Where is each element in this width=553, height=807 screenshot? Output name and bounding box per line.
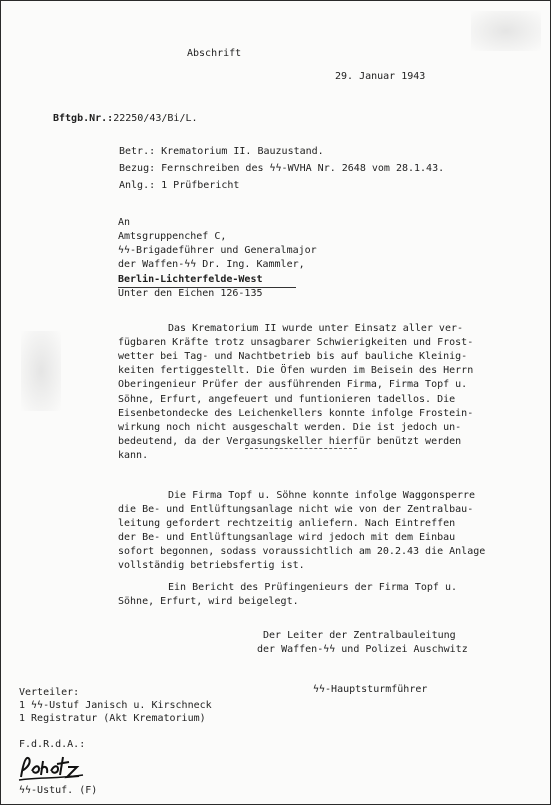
address-line: der Waffen-ϟϟ Dr. Ing. Kammler,: [118, 259, 305, 270]
address-line: An: [118, 217, 131, 228]
reference-line: Bezug: Fernschreiben des ϟϟ-WVHA Nr. 2648 vom 28.1.43.: [119, 163, 445, 174]
distribution-item: 1 ϟϟ-Ustuf Janisch u. Kirschneck: [19, 700, 212, 711]
body-line: fügbaren Kräfte trotz unsagbarer Schwierigkeiten und Frost-: [118, 337, 474, 348]
distribution-label: Verteiler:: [19, 687, 80, 698]
body-line: der Be- und Entlüftungsanlage wird jedoch mit dem Einbau: [118, 532, 456, 543]
document-date: 29. Januar 1943: [335, 71, 426, 82]
signature-office: der Waffen-ϟϟ und Polizei Auschwitz: [257, 644, 468, 655]
body-line: sofort begonnen, sodass voraussichtlich am 20.2.43 die Anlage: [118, 546, 486, 557]
address-line: ϟϟ-Brigadeführer und Generalmajor: [118, 245, 317, 256]
reference-value: 22250/43/Bi/L.: [113, 113, 198, 124]
address-line: Amtsgruppenchef C,: [118, 231, 227, 242]
body-line: Söhne, Erfurt, wird beigelegt.: [118, 596, 299, 607]
paper-smudge: [21, 331, 61, 411]
body-line: wirkung noch nicht ausgeschalt werden. Die ist jedoch un-: [118, 422, 462, 433]
distribution-item: 1 Registratur (Akt Krematorium): [19, 713, 206, 724]
body-line: vollständig betriebsfertig ist.: [118, 560, 305, 571]
body-line: Die Firma Topf u. Söhne konnte infolge Waggonsperre: [168, 490, 476, 501]
paper-smudge: [471, 11, 541, 51]
body-line: Das Krematorium II wurde unter Einsatz aller ver-: [168, 323, 464, 334]
underline-mark: [245, 448, 357, 449]
handwritten-signature: [17, 753, 87, 783]
body-line: bedeutend, da der Vergasungskeller hierfür benützt werden: [118, 436, 462, 447]
body-line: Söhne, Erfurt, angefeuert und funtionieren tadellos. Die: [118, 394, 456, 405]
address-street: Unter den Eichen 126-135: [118, 288, 263, 299]
body-line: kann.: [118, 450, 149, 461]
document-title: Abschrift: [187, 48, 242, 59]
body-line: Ein Bericht des Prüfingenieurs der Firma Topf u.: [168, 582, 457, 593]
reference-number: [53, 113, 198, 125]
certification-rank: ϟϟ-Ustuf. (F): [19, 785, 98, 796]
signature-rank: ϟϟ-Hauptsturmführer: [313, 684, 428, 695]
body-line: Eisenbetondecke des Leichenkellers konnte infolge Frostein-: [118, 408, 474, 419]
body-line: Oberingenieur Prüfer der ausführenden Firma, Firma Topf u.: [118, 379, 468, 390]
reference-label: Bftgb.Nr.:: [53, 113, 114, 124]
subject-line: Betr.: Krematorium II. Bauzustand.: [119, 146, 324, 157]
body-line: keiten fertiggestellt. Die Öfen wurden im Beisein des Herrn: [118, 365, 474, 376]
address-city: Berlin-Lichterfelde-West: [118, 274, 263, 285]
enclosure-line: Anlg.: 1 Prüfbericht: [119, 180, 240, 191]
body-line: wetter bei Tag- und Nachtbetrieb bis auf bauliche Kleinig-: [118, 351, 468, 362]
signature-office: Der Leiter der Zentralbauleitung: [263, 630, 456, 641]
certification-label: F.d.R.d.A.:: [19, 739, 86, 750]
body-line: leitung gefordert rechtzeitig anliefern. Nach Eintreffen: [118, 518, 456, 529]
body-line: die Be- und Entlüftungsanlage nicht wie von der Zentralbau-: [118, 504, 474, 515]
